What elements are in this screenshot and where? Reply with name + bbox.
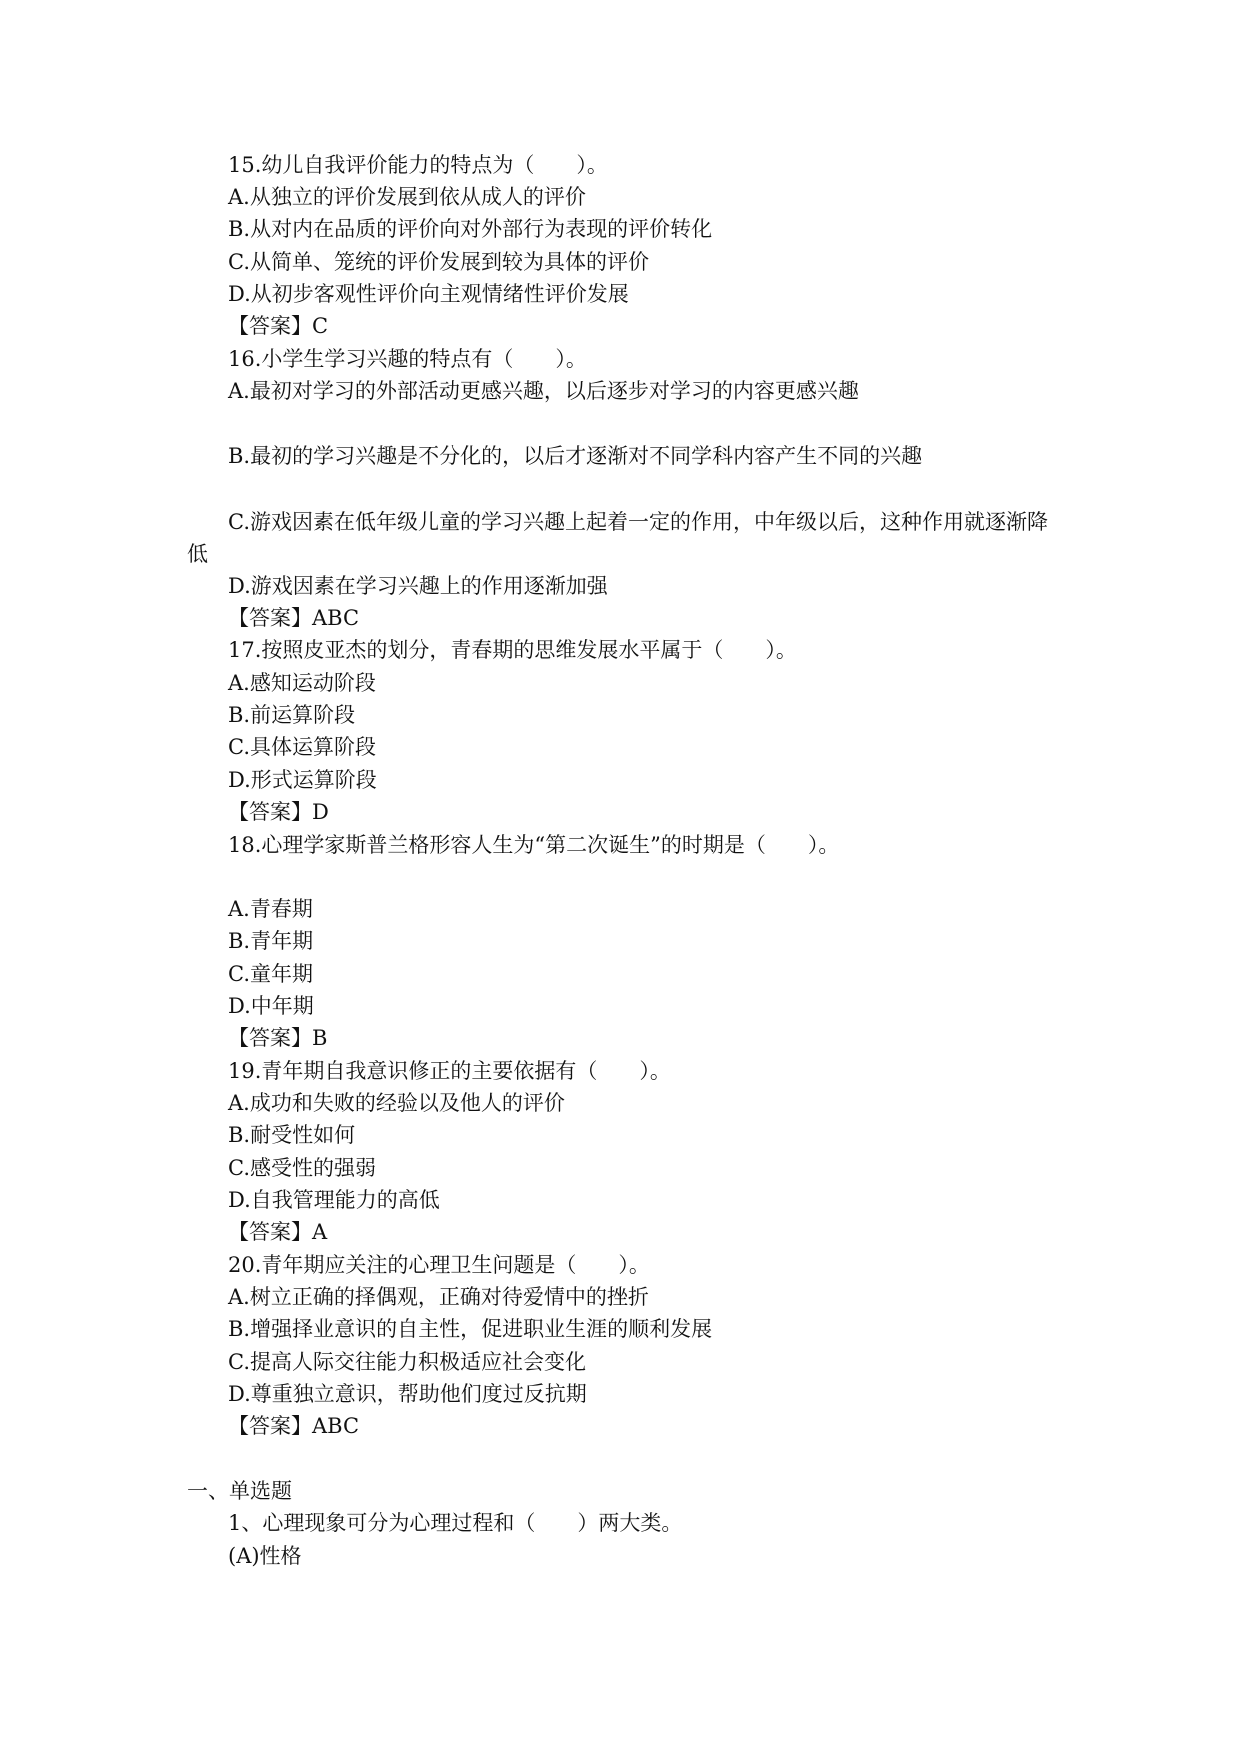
question-20-option-d: D.尊重独立意识，帮助他们度过反抗期	[228, 1382, 587, 1406]
question-17-option-a: A.感知运动阶段	[228, 671, 376, 695]
question-16-option-c: C.游戏因素在低年级儿童的学习兴趣上起着一定的作用，中年级以后，这种作用就逐渐降低	[187, 510, 1048, 566]
question-19-option-b: B.耐受性如何	[228, 1123, 356, 1147]
question-16-option-a: A.最初对学习的外部活动更感兴趣，以后逐步对学习的内容更感兴趣	[228, 379, 859, 403]
section-heading: 一、单选题	[187, 1479, 292, 1503]
question-20-option-c: C.提高人际交往能力积极适应社会变化	[228, 1350, 586, 1374]
question-18-option-c: C.童年期	[228, 962, 313, 986]
question-16-stem: 16.小学生学习兴趣的特点有（ ）。	[228, 347, 587, 371]
question-19-stem: 19.青年期自我意识修正的主要依据有（ ）。	[228, 1059, 671, 1083]
section-question-1-stem: 1、心理现象可分为心理过程和（ ）两大类。	[228, 1511, 683, 1535]
question-15-answer: 【答案】C	[228, 314, 329, 338]
section-question-1-option-a: (A)性格	[228, 1544, 302, 1568]
question-20-option-a: A.树立正确的择偶观，正确对待爱情中的挫折	[228, 1285, 649, 1309]
question-15-option-a: A.从独立的评价发展到依从成人的评价	[228, 185, 586, 209]
question-17-option-c: C.具体运算阶段	[228, 735, 376, 759]
question-20-stem: 20.青年期应关注的心理卫生问题是（ ）。	[228, 1253, 650, 1277]
question-20-option-b: B.增强择业意识的自主性，促进职业生涯的顺利发展	[228, 1317, 713, 1341]
question-15-option-c: C.从简单、笼统的评价发展到较为具体的评价	[228, 250, 649, 274]
question-18-option-a: A.青春期	[228, 897, 313, 921]
question-15-stem: 15.幼儿自我评价能力的特点为（ ）。	[228, 153, 608, 177]
question-18-option-d: D.中年期	[228, 994, 314, 1018]
question-19-answer: 【答案】A	[228, 1220, 328, 1244]
question-19-option-a: A.成功和失败的经验以及他人的评价	[228, 1091, 565, 1115]
question-18-stem: 18.心理学家斯普兰格形容人生为“第二次诞生”的时期是（ ）。	[228, 833, 840, 857]
question-17-option-b: B.前运算阶段	[228, 703, 356, 727]
question-18-option-b: B.青年期	[228, 929, 314, 953]
question-20-answer: 【答案】ABC	[228, 1414, 360, 1438]
question-17-option-d: D.形式运算阶段	[228, 768, 377, 792]
question-15-option-b: B.从对内在品质的评价向对外部行为表现的评价转化	[228, 217, 713, 241]
question-19-option-c: C.感受性的强弱	[228, 1156, 376, 1180]
question-15-option-d: D.从初步客观性评价向主观情绪性评价发展	[228, 282, 629, 306]
question-17-answer: 【答案】D	[228, 800, 329, 824]
question-16-option-b: B.最初的学习兴趣是不分化的，以后才逐渐对不同学科内容产生不同的兴趣	[228, 444, 923, 468]
question-16-answer: 【答案】ABC	[228, 606, 360, 630]
question-16-option-d: D.游戏因素在学习兴趣上的作用逐渐加强	[228, 574, 608, 598]
question-18-answer: 【答案】B	[228, 1026, 328, 1050]
question-17-stem: 17.按照皮亚杰的划分，青春期的思维发展水平属于（ ）。	[228, 638, 797, 662]
question-19-option-d: D.自我管理能力的高低	[228, 1188, 440, 1212]
